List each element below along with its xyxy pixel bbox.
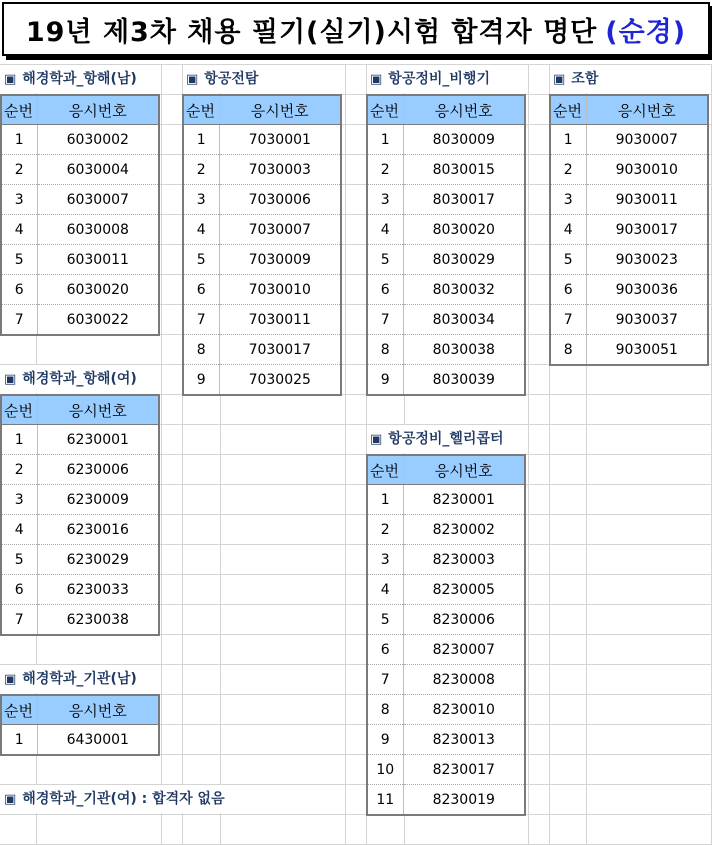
exam-number: 9030051 [586,335,708,366]
row-number: 2 [1,155,37,185]
exam-number: 9030023 [586,245,708,275]
table-row [367,635,525,665]
table-header-row [367,95,525,125]
row-number: 4 [550,215,586,245]
section-marker-icon: ▣ [4,672,17,687]
table-row [550,275,708,305]
section-title: 조함 [571,71,599,87]
column-header-id: 응시번호 [219,95,341,125]
section-title: 항공정비_헬리콥터 [388,431,504,447]
table-row [1,575,159,605]
exam-number: 7030011 [219,305,341,335]
exam-number: 8230017 [403,755,525,785]
row-number: 5 [367,245,403,275]
table-row [550,125,708,155]
table-row [367,515,525,545]
section-label-aero-maint-plane [370,65,490,93]
table-row [550,305,708,335]
section-marker-icon: ▣ [4,72,17,87]
exam-number: 7030007 [219,215,341,245]
table-row [1,245,159,275]
column-header-id: 응시번호 [37,695,159,725]
exam-number: 8030017 [403,185,525,215]
roster-table-aero-maint-heli [366,454,526,816]
row-number: 3 [550,185,586,215]
row-number: 3 [367,545,403,575]
roster-table-aero-maint-plane [366,94,526,396]
exam-number: 8230002 [403,515,525,545]
section-title: 해경학과_항해(남) [22,71,137,87]
table-header-row [1,395,159,425]
exam-number: 8030032 [403,275,525,305]
exam-number: 8230007 [403,635,525,665]
table-row [1,425,159,455]
exam-number: 8230019 [403,785,525,816]
section-title: 항공정비_비행기 [388,71,490,87]
row-number: 6 [183,275,219,305]
column-header-no: 순번 [1,95,37,125]
table-header-row [550,95,708,125]
row-number: 9 [367,365,403,396]
column-header-id: 응시번호 [37,95,159,125]
table-header-row [183,95,341,125]
exam-number: 7030006 [219,185,341,215]
row-number: 1 [367,485,403,515]
table-row [1,515,159,545]
exam-number: 8230006 [403,605,525,635]
table-row [367,125,525,155]
exam-number: 6030007 [37,185,159,215]
roster-table-maritime-nav-m [0,94,160,336]
row-number: 5 [183,245,219,275]
table-row [367,755,525,785]
row-number: 1 [550,125,586,155]
table-row [1,185,159,215]
table-row [183,275,341,305]
section-title: 해경학과_기관(남) [22,671,137,687]
title-accent: (순경) [605,16,687,48]
row-number: 1 [1,725,37,756]
row-number: 1 [1,425,37,455]
exam-number: 6030020 [37,275,159,305]
table-row [183,185,341,215]
table-row [183,335,341,365]
table-row [550,215,708,245]
exam-number: 6030008 [37,215,159,245]
section-label-aero-detect [186,65,258,93]
table-row [1,215,159,245]
row-number: 1 [367,125,403,155]
column-header-id: 응시번호 [586,95,708,125]
roster-table-pilot [549,94,709,366]
section-title: 항공전탐 [204,71,259,87]
row-number: 8 [367,695,403,725]
exam-number: 6230029 [37,545,159,575]
column-header-no: 순번 [550,95,586,125]
row-number: 10 [367,755,403,785]
table-header-row [1,95,159,125]
exam-number: 6230033 [37,575,159,605]
section-marker-icon: ▣ [553,72,566,87]
table-row [183,305,341,335]
exam-number: 8230005 [403,575,525,605]
table-row [367,245,525,275]
exam-number: 7030001 [219,125,341,155]
table-row [367,335,525,365]
row-number: 5 [1,245,37,275]
row-number: 1 [183,125,219,155]
table-row [367,785,525,816]
section-label-maritime-nav-m [4,65,137,93]
section-marker-icon: ▣ [370,432,383,447]
table-row [1,455,159,485]
table-row [367,155,525,185]
section-label-maritime-eng-m [4,665,137,693]
exam-number: 6230006 [37,455,159,485]
exam-number: 6030011 [37,245,159,275]
exam-number: 6030002 [37,125,159,155]
table-row [550,155,708,185]
table-row [367,485,525,515]
table-row [1,725,159,756]
no-pass-note [4,785,225,813]
section-marker-icon: ▣ [4,372,17,387]
table-header-row [367,455,525,485]
section-title: 해경학과_항해(여) [22,371,137,387]
table-row [1,155,159,185]
exam-number: 8230010 [403,695,525,725]
table-row [183,215,341,245]
table-row [367,605,525,635]
table-row [367,695,525,725]
table-row [183,365,341,396]
row-number: 8 [550,335,586,366]
exam-number: 8030015 [403,155,525,185]
table-row [367,215,525,245]
exam-number: 6430001 [37,725,159,756]
table-row [367,365,525,396]
exam-number: 6230016 [37,515,159,545]
table-row [1,605,159,636]
exam-number: 9030037 [586,305,708,335]
row-number: 7 [550,305,586,335]
exam-number: 7030010 [219,275,341,305]
exam-number: 6030022 [37,305,159,336]
table-row [367,545,525,575]
gridline-horizontal [0,814,712,815]
row-number: 6 [367,635,403,665]
table-row [183,155,341,185]
roster-table-aero-detect [182,94,342,396]
roster-table-maritime-eng-m [0,694,160,756]
row-number: 6 [1,575,37,605]
exam-number: 8030039 [403,365,525,396]
exam-number: 6230038 [37,605,159,636]
column-header-no: 순번 [1,695,37,725]
row-number: 6 [1,275,37,305]
table-row [550,185,708,215]
table-row [1,125,159,155]
table-header-row [1,695,159,725]
row-number: 2 [367,155,403,185]
title-main: 19년 제3차 채용 필기(실기)시험 합격자 명단 [25,16,598,48]
table-row [1,485,159,515]
row-number: 4 [1,515,37,545]
section-label-pilot [553,65,598,93]
exam-number: 6230009 [37,485,159,515]
exam-number: 9030017 [586,215,708,245]
table-row [550,335,708,366]
exam-number: 8030029 [403,245,525,275]
exam-number: 9030007 [586,125,708,155]
exam-number: 9030011 [586,185,708,215]
row-number: 6 [367,275,403,305]
table-row [550,245,708,275]
row-number: 3 [1,185,37,215]
table-row [367,725,525,755]
exam-number: 8230013 [403,725,525,755]
row-number: 5 [550,245,586,275]
row-number: 7 [1,305,37,336]
row-number: 7 [183,305,219,335]
roster-table-maritime-nav-f [0,394,160,636]
row-number: 9 [183,365,219,396]
column-header-no: 순번 [1,395,37,425]
row-number: 4 [183,215,219,245]
table-row [1,545,159,575]
row-number: 4 [367,575,403,605]
row-number: 3 [367,185,403,215]
row-number: 4 [367,215,403,245]
row-number: 7 [1,605,37,636]
column-header-no: 순번 [183,95,219,125]
table-row [183,125,341,155]
exam-number: 8030020 [403,215,525,245]
section-marker-icon: ▣ [4,792,17,807]
row-number: 8 [367,335,403,365]
row-number: 2 [550,155,586,185]
table-row [367,185,525,215]
table-row [367,575,525,605]
table-row [1,305,159,336]
exam-number: 8230008 [403,665,525,695]
column-header-id: 응시번호 [37,395,159,425]
row-number: 5 [1,545,37,575]
row-number: 3 [183,185,219,215]
row-number: 9 [367,725,403,755]
row-number: 7 [367,665,403,695]
row-number: 1 [1,125,37,155]
section-label-maritime-nav-f [4,365,137,393]
row-number: 5 [367,605,403,635]
row-number: 8 [183,335,219,365]
exam-number: 7030009 [219,245,341,275]
exam-number: 9030036 [586,275,708,305]
exam-number: 8030038 [403,335,525,365]
column-header-no: 순번 [367,95,403,125]
column-header-id: 응시번호 [403,95,525,125]
exam-number: 6230001 [37,425,159,455]
table-row [367,275,525,305]
table-row [367,305,525,335]
column-header-no: 순번 [367,455,403,485]
exam-number: 8230003 [403,545,525,575]
section-marker-icon: ▣ [186,72,199,87]
table-row [1,275,159,305]
no-pass-note-text: 해경학과_기관(여) : 합격자 없음 [22,791,225,807]
row-number: 2 [367,515,403,545]
column-header-id: 응시번호 [403,455,525,485]
exam-number: 8030034 [403,305,525,335]
row-number: 3 [1,485,37,515]
row-number: 4 [1,215,37,245]
table-row [367,665,525,695]
exam-number: 6030004 [37,155,159,185]
row-number: 6 [550,275,586,305]
exam-number: 7030025 [219,365,341,396]
exam-number: 7030003 [219,155,341,185]
row-number: 2 [1,455,37,485]
row-number: 2 [183,155,219,185]
section-marker-icon: ▣ [370,72,383,87]
exam-number: 8030009 [403,125,525,155]
table-row [183,245,341,275]
row-number: 11 [367,785,403,816]
section-label-aero-maint-heli [370,425,504,453]
exam-number: 9030010 [586,155,708,185]
row-number: 7 [367,305,403,335]
exam-number: 7030017 [219,335,341,365]
exam-number: 8230001 [403,485,525,515]
page-title [2,2,710,56]
